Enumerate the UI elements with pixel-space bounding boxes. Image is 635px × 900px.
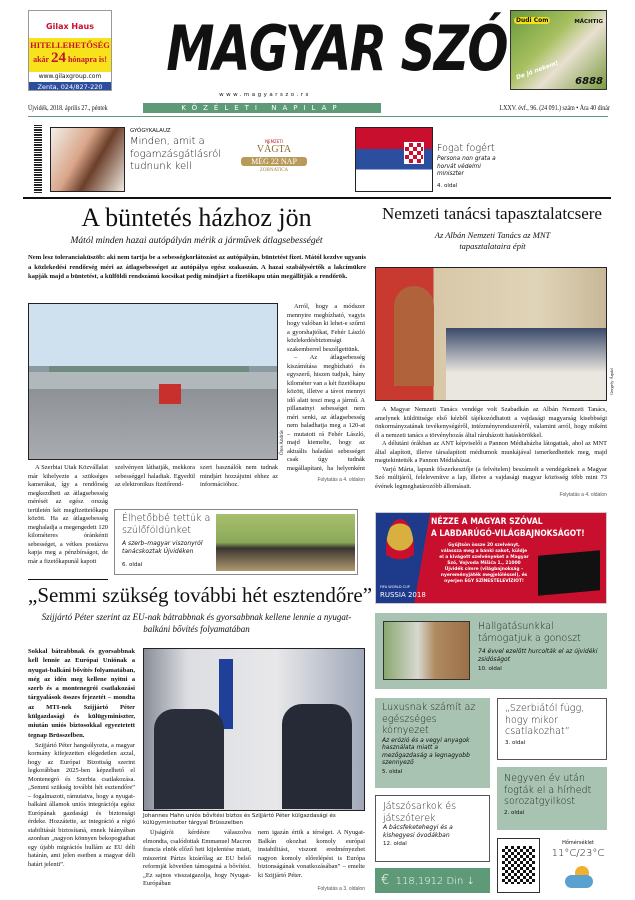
promo-photo [216, 514, 355, 571]
gilax-url[interactable]: www.gilaxgroup.com [38, 73, 102, 80]
health-title[interactable]: Minden, amit a fogamzásgátlásról tudnunk kell [130, 136, 222, 172]
article2-subhead: Szijjártó Péter szerint az EU-nak bátrabbnak és gyorsabbnak kellene lennie a nyugat-balkáni bővítés folyamatában [41, 612, 352, 634]
gilax-line2: akár 24 hónapra is! [33, 50, 107, 66]
col1-rule [28, 579, 108, 580]
promo-page: 6. oldal [122, 562, 143, 568]
article1-headline[interactable]: A büntetés házhoz jön [81, 203, 312, 232]
jatszo-box[interactable]: Játszósarkok és játszóterek A bácsfeketehegyi és a kishegyesi óvodákban 12. oldal [375, 795, 490, 862]
flag-title[interactable]: Fogat fogért [437, 143, 495, 154]
flag-page: 4. oldal [437, 183, 458, 189]
top-rule [23, 197, 611, 199]
masthead-rule [28, 116, 608, 117]
gilax-logo: Gilax Haus [46, 22, 94, 31]
article3-photo[interactable] [375, 267, 607, 401]
article2-photo[interactable] [143, 648, 365, 811]
promo-title: Élhetőbbé tettük a szülőföldünket [122, 513, 211, 536]
article3-headline[interactable]: Nemzeti tanácsi tapasztalatcsere [382, 204, 602, 223]
weather-label: Hőmérséklet [562, 840, 594, 846]
serbia-croatia-flag[interactable] [355, 127, 433, 192]
article3-subhead: Az Albán Nemzeti Tanács az MNT tapasztalataira épít [434, 230, 551, 251]
euro-icon: € [381, 873, 390, 888]
masthead-issue: LXXV. évf., 96. (24 091.) szám • Ára 40 dinár [499, 104, 610, 112]
article1-lead: Nem lesz toleranciaküszöb: aki nem tartja be a sebességkorlátozást az autópályán, büntetést fizet. Mától kezdve ugyanis a közlekedési rendőrség méri az átlagsebességet az autópálya egész szakaszán. A hazai szabálysértők a lakcímükre kapják majd a büntetést, a külföldi rendszámú kocsikat pedig mindjárt a fizetőkapu után megállítják a rendőrök. [28, 254, 366, 280]
health-kicker: GYÓGYKALAUZ [130, 128, 171, 134]
article1-col2: szelvényen láthatják, mekkora sebességgel haladtak. Egyedül az elektronikus fizetőrend- [115, 464, 195, 488]
barcode [34, 125, 42, 193]
vagta-logo[interactable]: NEMZETI VÁGTA MÉG 22 NAP ZOBNATICA [238, 127, 310, 193]
flag-sub: Persona non grata a horvát védelmi miniszter [437, 156, 496, 177]
partly-cloudy-icon [565, 866, 595, 890]
article2-col-b: nem igazán értik a térséget. A Nyugat-Balkán okozhat komoly európai instabilitást, viszont eredményezhet nagyon komoly előrelépést is Európa biztonságának vonatkozásában” – emelte ki Szijjártó Péter. [258, 829, 365, 879]
dudi-brand: Dudi Com [516, 17, 549, 24]
dudi-ad[interactable] [510, 10, 607, 90]
article3-continued[interactable]: Folytatás a 4. oldalon [559, 492, 607, 498]
article2-headline[interactable]: „Semmi szükség további hét esztendőre” [28, 583, 373, 607]
health-photo[interactable] [50, 127, 125, 192]
tv-icon [538, 550, 600, 595]
fifa-logo-icon [386, 519, 414, 579]
gilax-ad[interactable] [28, 10, 112, 91]
luxus-box[interactable]: Luxusnak számít az egészséges környezet Az erózió és a vegyi anyagok használata miatt a mezőgazdaság a legnagyobb szennyező 5. oldal [375, 698, 490, 788]
gilax-line1: HITELLEHETŐSÉG [30, 40, 110, 50]
article1-continued[interactable]: Folytatás a 4. oldalon [317, 477, 365, 483]
negyven-box[interactable]: Negyven év után fogták el a hírhedt sorozatgyilkost 2. oldal [497, 767, 607, 830]
article1-col-right: Arról, hogy a módszer mennyire megbízható, vagyis hogy valóban ki lehet-e szűrni a gyorshajtókat, Fehér László közlekedésbiztonsági szakemberrel beszélgettünk. – Az átlagsebesség kiszámítása megbízható és egyszerű, hiszen tudjuk, hány kilométer van a két fizetőkapu között, illetve a távot mennyi idő alatt teszi meg a jármű. A pillanatnyi sebességet nem méri senki, az átlagsebesség nem haladhatja meg a 120-at – mutatott rá Fehér László, majd kiemelte, hogy az aktuális haladási sebességet csak úgy tudnák megállapítani, ha helyenként [287, 303, 365, 472]
szerbia-box[interactable]: „Szerbiától függ, hogy mikor csatlakozhat” 3. oldal [497, 698, 607, 760]
masthead-title[interactable]: MAGYAR SZÓ [166, 12, 507, 85]
article2-col-a: Újságírói kérdésre válaszolva elmondta, csalódottak Emmanuel Macron francia elnök előző heti kijelentése miatt, miszerint Párizs kizárólag az EU belső reformját követően támogatná a bővítést. „Ez sajnos visszaigazolja, hogy Nyugat-Európában [143, 829, 251, 887]
masthead-url[interactable]: www.magyarszo.rs [219, 92, 311, 98]
article2-caption: Johannes Hahn uniós bővítési biztos és Szijjártó Péter külgazdasági és külügyminiszter tárgyal Brüsszelben [143, 813, 336, 826]
article1-col1: A Szerbiai Utak Közvállalat már kihelyezte a szükséges kamerákat, így a rendőrség megkezdheti az átlagsebesség mérését az egész ország területén két megfizettetőkapu között. Ha az átlagsebesség meghaladja a megengedett 120 kilométeres óránkénti sebességet, a vétkes postázva kapja meg a pénzbírságot, de már a fizetőkapunál kapott [28, 464, 108, 565]
qr-code[interactable] [497, 838, 540, 893]
hallgatas-photo [383, 621, 470, 680]
weather-value: 11°C/23°C [551, 848, 605, 859]
article3-body: A Magyar Nemzeti Tanács vendége volt Szabadkán az Albán Nemzeti Tanács, amelynek küldöttsége első kézből tájékozódhatott a vajdasági magyarság kisebbségi önkormányzatának tevékenységéről, intézményrendszeréről, valamint arról, hogy miként él a nemzeti tanács a törvényhozás által ráruházott hatáskörökkel. A délutáni órákban az ANT képviselői a Pannon Médiaházba látogattak, ahol az MNT által alapított, illetve társalapított médiumok munkájával ismerkedhettek meg, majd megtekintették a Pannon Médiaházat. Varjú Márta, lapunk főszerkesztője (a felvételen) beszámolt a vendégeknek a Magyar Szó múltjáról, felelevenítve a lap, illetve a vajdasági magyar közösség több mint 73 évének legmeghatározóbb állomásait. [375, 406, 607, 490]
dudi-brand2: MÄCHTIG [574, 19, 603, 25]
article1-photo-tollbooth[interactable] [28, 303, 278, 460]
promo-sub: A szerb–magyar viszonyról tanácskoztak Újvidéken [122, 540, 203, 555]
hallgatas-box[interactable]: Hallgatásunkkal támogatjuk a gonoszt 74 évvel ezelőtt hurcolták el az újvidéki zsidóságot 10. oldal [375, 613, 607, 689]
masthead-date: Újvidék, 2018. április 27., péntek [28, 104, 108, 112]
arrow-down-icon: ↓ [466, 876, 475, 887]
exchange-rate: 118,1912 Din [395, 876, 464, 887]
masthead-tagline: KÖZÉLETI NAPILAP [143, 103, 381, 113]
article1-photo-credit: Ótos András [280, 430, 285, 455]
dudi-price: 6888 [575, 76, 603, 87]
article1-subhead: Mától minden hazai autópályán mérik a járművek átlagsebességét [70, 236, 323, 246]
promo-box[interactable] [114, 509, 358, 575]
dudi-slogan: De jó nekem! [515, 59, 560, 82]
currency-bar [375, 868, 490, 893]
article2-continued[interactable]: Folytatás a 3. oldalon [317, 886, 365, 892]
article2-left-col: Sokkal bátrabbnak és gyorsabbnak kell lennie az Európai Uniónak a nyugat-balkáni bővítés folyamatában, még az idén meg kellene nyitni a szerb és a montenegrói csatlakozási tárgyalások összes fejezetét – mondta az MTI-nek Szijjártó Péter külgazdasági és külügyminiszter, miután uniós biztosokkal egyeztetett tegnap Brüsszelben. Szijjártó Péter hangsúlyozta, a magyar kormány kifejezetten elégedetlen azzal, hogy az Európai Bizottság szerint legkorábban 2025-ben képzelhető el Montenegró és Szerbia csatlakozása. „Semmi szükség további hét esztendőre” – fogalmazott, rámutatva, hogy a nyugat-balkáni államok uniós integrációja egész Európának gazdasági és biztonsági érdeke. Hozzátette, az integráció a régió stabilitását biztosítaná, ennek hiányában azonban „nagyon könnyen bekopogtathat egy újabb migrációs hullám az EU déli határán, ami jelen esetben a magyar déli határt jelenti”. [28, 648, 135, 868]
article3-photo-credit: Gergely Árpád [609, 368, 614, 395]
gilax-contact: Zenta, 024/827-220 [29, 82, 111, 91]
article1-col3: szert használók nem tudnak mindjárt hozzájutni ehhez az információhoz. [200, 464, 278, 488]
worldcup-ad[interactable]: FIFA WORLD CUP RUSSIA 2018 NÉZZE A MAGYAR SZÓVAL A LABDARÚGÓ-VILÁGBAJNOKSÁGOT! Gyűjtsön össze 20 szelvényt, válassza meg a bánki sakot, küldje el a kivágott szelvényeket a Magyar Szó, Vojvoda Mišića 1., 21000 Újvidék címre (világbajnokság – nyereményjáték megjelöléssel), és nyerjen EGY SZÍNESTELEVÍZIÓT! [375, 512, 607, 604]
